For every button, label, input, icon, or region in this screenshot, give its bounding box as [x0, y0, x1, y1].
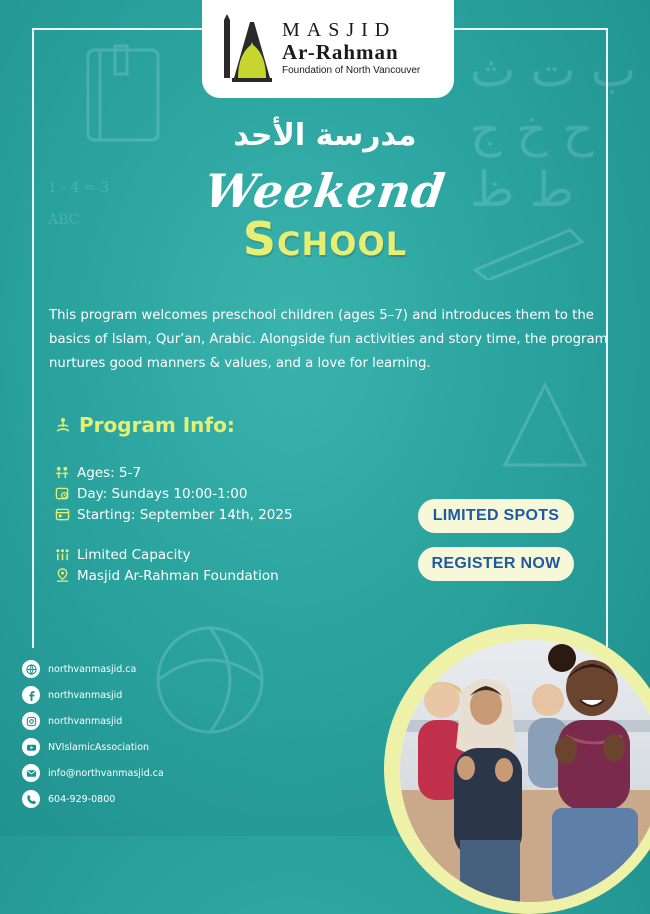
title-school [0, 212, 650, 266]
contact-website-text: northvanmasjid.ca [48, 663, 137, 675]
detail-start [55, 504, 293, 525]
detail-day [55, 483, 293, 504]
program-info-label: Program Info: [79, 413, 235, 437]
program-details [55, 462, 293, 525]
children-clapping-illustration [400, 640, 650, 902]
masjid-logo-icon [220, 14, 276, 84]
arabic-title: مدرسة الأحد [233, 118, 417, 153]
contact-youtube-text: NVIslamicAssociation [48, 741, 150, 753]
detail-capacity-text: Limited Capacity [77, 546, 191, 563]
detail-start-text: Starting: September 14th, 2025 [77, 506, 293, 523]
youtube-icon [22, 738, 40, 756]
logo [202, 0, 454, 98]
detail-ages [55, 462, 293, 483]
doodle-math: 1 - 4 = 3 ABC [48, 180, 109, 228]
program-description: This program welcomes preschool children (ages 5–7) and introduces them to the basics of Islam, Qur’an, Arabic. Alongside fun activities and story time, the program nurtures good manners & values, and a love for learning. [49, 308, 608, 371]
detail-location-text: Masjid Ar-Rahman Foundation [77, 567, 279, 584]
limited-spots-badge: LIMITED SPOTS [418, 499, 574, 533]
contact-instagram[interactable] [22, 708, 164, 734]
facebook-icon [22, 686, 40, 704]
children-icon [55, 465, 70, 480]
logo-subtitle: Foundation of North Vancouver [282, 65, 421, 76]
contact-email[interactable] [22, 760, 164, 786]
title-school-text: School [242, 212, 408, 266]
register-now-button[interactable]: REGISTER NOW [418, 547, 574, 581]
calendar-clock-icon [55, 486, 70, 501]
detail-capacity [55, 544, 279, 565]
instagram-icon [22, 712, 40, 730]
contact-phone-text: 604-929-0800 [48, 793, 116, 805]
calendar-icon [55, 507, 70, 522]
contact-youtube[interactable] [22, 734, 164, 760]
location-pin-icon [55, 568, 70, 583]
detail-day-text: Day: Sundays 10:00-1:00 [77, 485, 248, 502]
meditation-icon [55, 417, 71, 433]
contact-email-text: info@northvanmasjid.ca [48, 767, 164, 779]
phone-icon [22, 790, 40, 808]
contact-list [22, 656, 164, 812]
contact-facebook-text: northvanmasjid [48, 689, 123, 701]
program-extras [55, 544, 279, 586]
program-info-heading [55, 413, 235, 437]
contact-facebook[interactable] [22, 682, 164, 708]
children-photo [400, 640, 650, 902]
doodle-arabic-letters: ب ت ث ح خ ج ط ظ [470, 42, 637, 218]
detail-ages-text: Ages: 5-7 [77, 464, 142, 481]
title-weekend: Weekend [201, 164, 449, 218]
logo-name: Ar-Rahman [282, 40, 399, 64]
contact-phone[interactable] [22, 786, 164, 812]
detail-location [55, 565, 279, 586]
contact-website[interactable] [22, 656, 164, 682]
contact-instagram-text: northvanmasjid [48, 715, 123, 727]
email-icon [22, 764, 40, 782]
logo-title: MASJID [282, 19, 397, 41]
group-icon [55, 547, 70, 562]
globe-icon [22, 660, 40, 678]
